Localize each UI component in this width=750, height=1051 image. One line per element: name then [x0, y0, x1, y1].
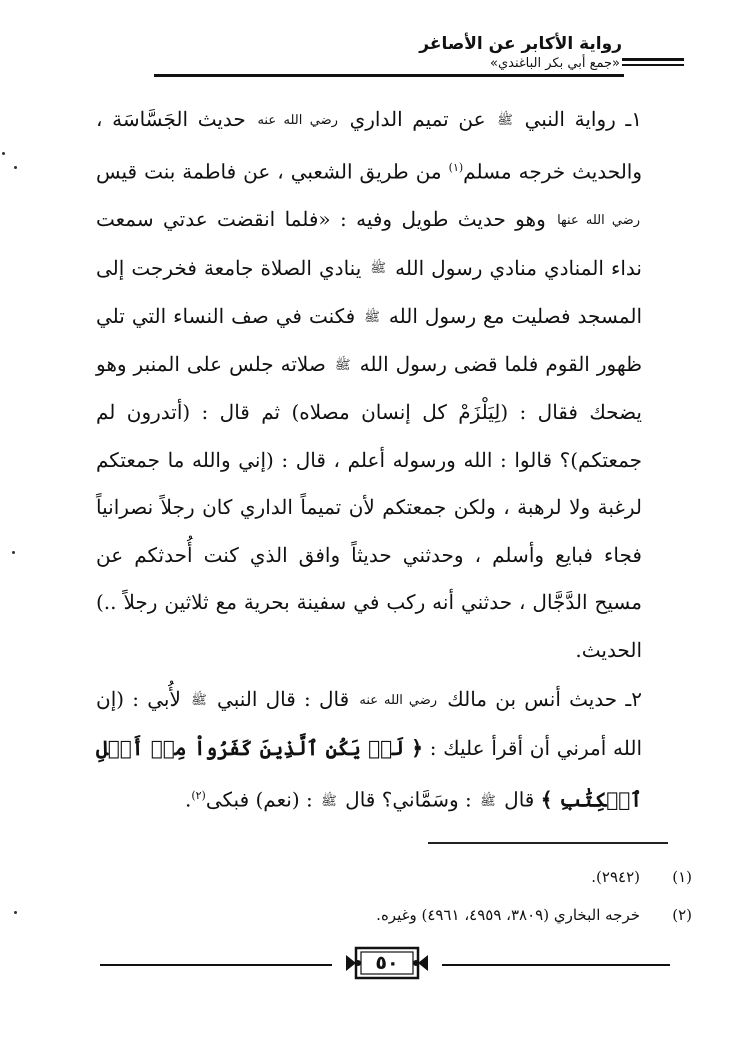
header-rule-bottom: [622, 64, 684, 66]
header-rule-top: [622, 58, 684, 61]
margin-speck: [2, 152, 5, 155]
honorific-saw: ﷺ: [364, 309, 380, 325]
header-title: رواية الأكابر عن الأصاغر: [419, 34, 622, 54]
ornament-line-right: [442, 964, 670, 966]
text-segment: من طريق الشعبي ، عن فاطمة بنت قيس: [96, 159, 442, 184]
footnote-1: [92, 858, 692, 896]
honorific-saw: ﷺ: [334, 357, 351, 373]
footnote-text: خرجه البخاري (٣٨٠٩، ٤٩٥٩، ٤٩٦١) وغيره.: [376, 906, 640, 924]
text-segment: فكنت في صف النساء التي تلي ظهور القوم فلما قضى رسول الله: [96, 303, 643, 377]
text-segment: ينادي الصلاة جامعة فخرجت إلى المسجد فصليت مع رسول الله: [96, 255, 642, 328]
honorific-ra: رضي الله عنه: [257, 112, 338, 128]
text-segment: : وسَمَّاني؟ قال: [345, 787, 472, 812]
footnotes: [92, 858, 692, 934]
header-underline: [154, 74, 624, 77]
text-segment: ٢ـ حديث أنس بن مالك: [447, 687, 642, 712]
footnote-text: (٢٩٤٢).: [591, 868, 640, 886]
footnote-2: [92, 896, 692, 934]
text-segment: : (نعم) فبكى: [205, 787, 313, 812]
margin-speck: [14, 166, 17, 169]
footnote-number: (١): [672, 868, 692, 886]
text-segment: صلاته جلس على المنبر وهو يضحك فقال : (لِيَلْزَمْ كل إنسان مصلاه) ثم قال : (أتدرون لم جمعتكم)؟ قالوا : الله ورسوله أعلم ، قال : (إني والله ما جمعتكم لرغبة ولا لرهبة ، ولكن جمعتكم لأن تميماً الداري كان رجلاً نصرانياً فجاء فبايع وأسلم ، وحدثني حديثاً وافق الذي كنت أُحدثكم عن مسيح الدَّجَّال ، حدثني أنه ركب في سفينة بحرية مع ثلاثين رجلاً ..) الحديث.: [96, 352, 642, 662]
header-subtitle: «جمع أبي بكر الباغندي»: [490, 56, 620, 71]
footnote-number: (٢): [672, 906, 692, 924]
footnote-marker-1: (١): [448, 161, 464, 175]
honorific-ra: رضي الله عنه: [359, 693, 438, 709]
ornament-line-left: [100, 964, 332, 966]
paragraph-1: [96, 96, 642, 674]
margin-speck: [14, 911, 17, 914]
text-segment: حديث الجَسَّاسَة ، والحديث خرجه مسلم: [96, 107, 643, 184]
page-number-frame: [344, 946, 430, 980]
text-segment: .: [184, 787, 192, 812]
page-number: ٥٠: [375, 952, 399, 974]
quran-verse: ﴿ لَمۡ يَكُنِ ٱلَّذِينَ كَفَرُواْ مِنۡ أَهۡلِ ٱلۡكِتَٰبِ ﴾: [96, 735, 642, 812]
text-segment: قال: [504, 787, 535, 812]
paragraph-2: [96, 676, 642, 825]
honorific-saw: ﷺ: [321, 793, 337, 809]
text-segment: وهو حديث طويل وفيه : «فلما انقضت عدتي سمعت نداء المنادي منادي رسول الله: [96, 207, 642, 280]
running-header: [92, 32, 684, 78]
footnote-separator: [428, 842, 668, 844]
honorific-saw: ﷺ: [480, 793, 496, 809]
honorific-saw: ﷺ: [191, 693, 207, 709]
text-segment: عن تميم الداري: [349, 107, 486, 131]
footnote-marker-2: (٢): [191, 789, 206, 803]
page-number-ornament: [100, 944, 670, 986]
text-segment: لأُبي : (إن الله أمرني أن أقرأ عليك :: [96, 687, 642, 760]
margin-speck: [12, 551, 15, 554]
honorific-saw: ﷺ: [370, 261, 387, 277]
honorific-saw: ﷺ: [497, 112, 513, 128]
text-segment: ١ـ رواية النبي: [524, 107, 643, 131]
honorific-raha: رضي الله عنها: [557, 213, 640, 229]
main-text: [96, 96, 642, 825]
text-segment: قال : قال النبي: [217, 687, 350, 712]
